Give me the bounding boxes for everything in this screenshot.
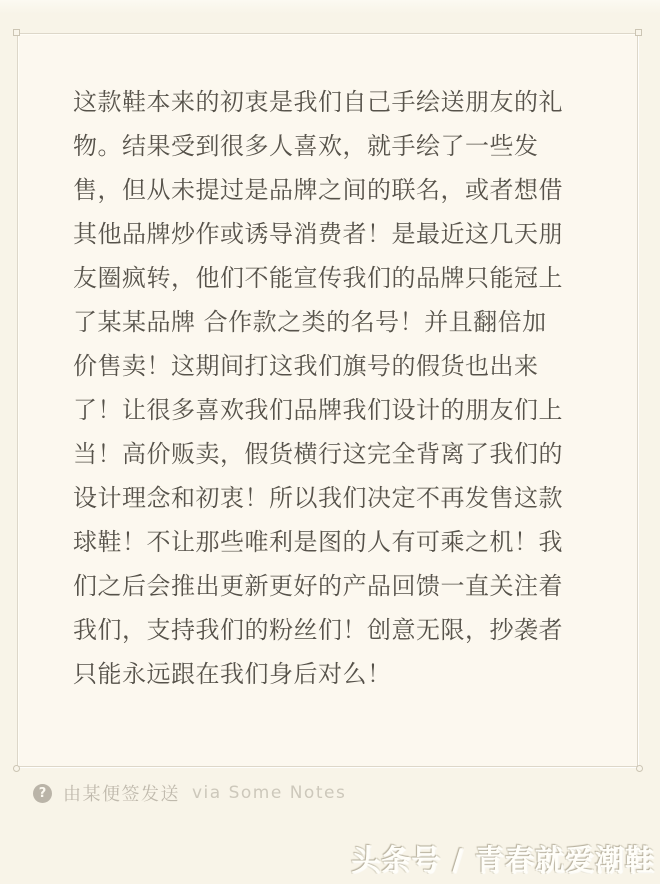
toutiao-account-watermark: 头条号 / 青春就爱潮鞋 [351, 843, 655, 877]
sent-via-label-cn: 由某便签发送 [63, 784, 180, 805]
note-text-line: 球鞋！不让那些唯利是图的人有可乘之机！我 [73, 528, 563, 556]
note-text-line: 这款鞋本来的初衷是我们自己手绘送朋友的礼 [73, 88, 563, 116]
note-text-line: 当！高价贩卖，假货横行这完全背离了我们的 [73, 440, 563, 468]
note-text-line: 们之后会推出更新更好的产品回馈一直关注着 [73, 572, 563, 600]
note-text-line: 了！让很多喜欢我们品牌我们设计的朋友们上 [73, 396, 563, 424]
sent-via-footer [33, 782, 346, 804]
note-text-line: 价售卖！这期间打这我们旗号的假货也出来 [73, 352, 539, 380]
frame-handle-top-right [635, 29, 642, 36]
note-text-line: 了某某品牌 合作款之类的名号！并且翻倍加 [73, 308, 547, 336]
frame-handle-bottom-right [636, 765, 643, 772]
note-text-line: 只能永远跟在我们身后对么！ [73, 660, 392, 688]
note-text-line: 物。结果受到很多人喜欢，就手绘了一些发 [73, 132, 539, 160]
note-card [17, 33, 638, 767]
note-text-line: 友圈疯转，他们不能宣传我们的品牌只能冠上 [73, 264, 563, 292]
note-text-line: 我们，支持我们的粉丝们！创意无限，抄袭者 [73, 616, 563, 644]
sent-via-label-en: via Some Notes [192, 783, 347, 803]
note-text-line: 设计理念和初衷！所以我们决定不再发售这款 [73, 484, 563, 512]
frame-handle-top-left [13, 29, 20, 36]
note-text-line: 其他品牌炒作或诱导消费者！是最近这几天朋 [73, 220, 563, 248]
note-body [73, 80, 597, 696]
note-text-line: 售，但从未提过是品牌之间的联名，或者想借 [73, 176, 563, 204]
some-notes-logo-icon: ? [33, 784, 52, 803]
frame-handle-bottom-left [13, 765, 20, 772]
